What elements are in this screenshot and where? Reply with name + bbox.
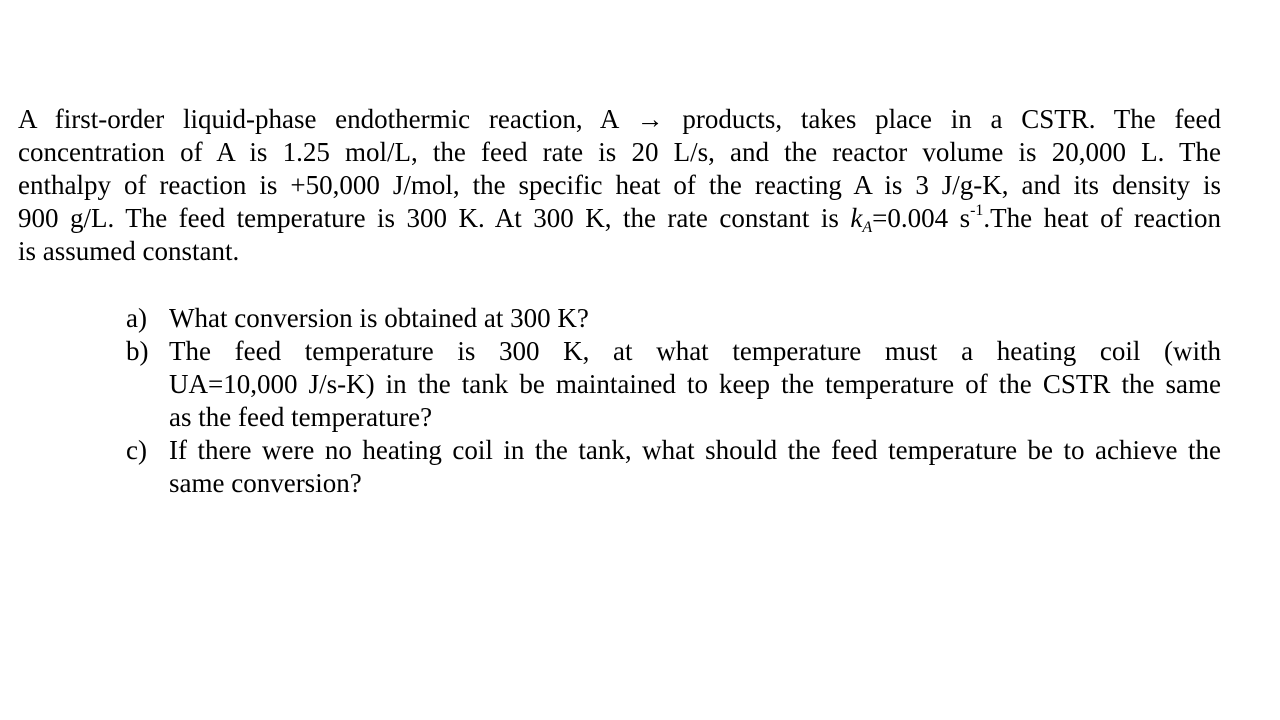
- question-list: [126, 302, 1221, 500]
- question-b-line-1: The feed temperature is 300 K, at what temperature must a heating coil (with: [169, 336, 1221, 366]
- question-c-line-1: If there were no heating coil in the tank, what should the feed temperature be to achieve the: [169, 435, 1221, 465]
- problem-line-2: concentration of A is 1.25 mol/L, the feed rate is 20 L/s, and the reactor volume is 20,000 L. The: [18, 137, 1221, 167]
- question-c: [126, 434, 1221, 500]
- problem-line-5: is assumed constant.: [18, 236, 240, 266]
- line4-text: 900 g/L. The feed temperature is 300 K. At 300 K, the rate constant is: [18, 203, 851, 233]
- rate-constant-symbol: k: [850, 203, 863, 233]
- question-marker: b): [126, 336, 149, 366]
- question-a-line-1: What conversion is obtained at 300 K?: [169, 303, 589, 333]
- problem-statement: [18, 103, 1221, 268]
- line4-tail: .The heat of reaction: [983, 203, 1221, 233]
- problem-line-4: [18, 202, 1221, 235]
- problem-line-3: enthalpy of reaction is +50,000 J/mol, the specific heat of the reacting A is 3 J/g-K, and its density is: [18, 170, 1221, 200]
- problem-line-1: A first-order liquid-phase endothermic reaction, A → products, takes place in a CSTR. The feed: [18, 104, 1221, 134]
- question-marker: c): [126, 435, 147, 465]
- rate-constant-subscript: A: [862, 219, 873, 236]
- question-b: [126, 335, 1221, 434]
- question-c-line-2: same conversion?: [169, 468, 362, 498]
- question-b-line-3: as the feed temperature?: [169, 402, 433, 432]
- question-b-line-2: UA=10,000 J/s-K) in the tank be maintained to keep the temperature of the CSTR the same: [169, 369, 1221, 399]
- rate-constant-exponent: -1: [970, 202, 984, 219]
- question-marker: a): [126, 303, 147, 333]
- question-a: [126, 302, 1221, 335]
- rate-constant-value: =0.004 s: [872, 203, 971, 233]
